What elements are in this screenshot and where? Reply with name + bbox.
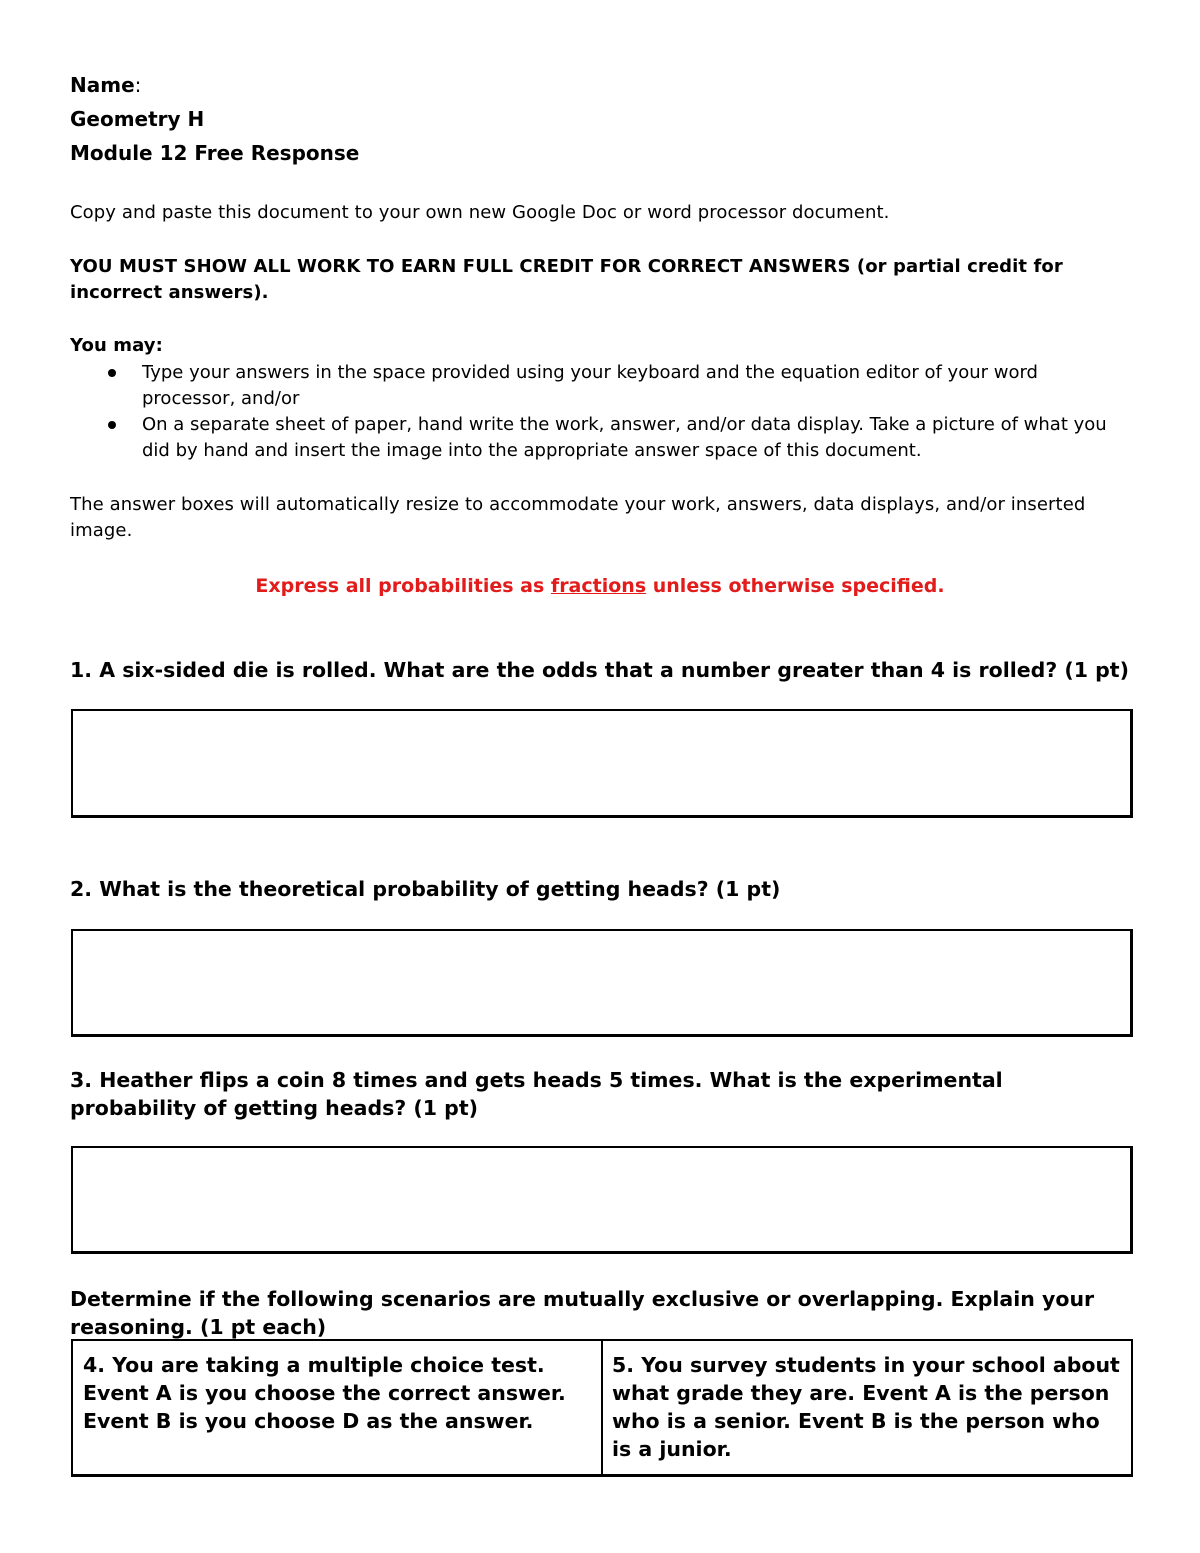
fractions-notice xyxy=(0,572,1200,600)
name-label: Name xyxy=(70,73,135,97)
question-1: 1. A six-sided die is rolled. What are the odds that a number greater than 4 is rolled? (1 pt) xyxy=(70,658,1129,682)
fractions-notice-start: Express all probabilities as xyxy=(255,575,551,597)
scenario-4-cell[interactable]: 4. You are taking a multiple choice test. Event A is you choose the correct answer. Event B is you choose D as the answer. xyxy=(73,1341,603,1474)
name-colon: : xyxy=(134,73,142,97)
show-work-warning: YOU MUST SHOW ALL WORK TO EARN FULL CREDIT FOR CORRECT ANSWERS (or partial credit for incorrect answers). xyxy=(70,256,1063,303)
question-3: 3. Heather flips a coin 8 times and gets heads 5 times. What is the experimental probability of getting heads? (1 pt) xyxy=(70,1068,1003,1120)
scenario-5-cell[interactable]: 5. You survey students in your school about what grade they are. Event A is the person who is a senior. Event B is the person who is a junior. xyxy=(612,1353,1120,1461)
copy-paste-instruction: Copy and paste this document to your own new Google Doc or word processor document. xyxy=(70,202,890,223)
fractions-notice-emphasis: fractions xyxy=(550,575,647,597)
answer-options-list xyxy=(70,360,1130,464)
scenarios-table xyxy=(71,1339,1133,1477)
name-line xyxy=(70,70,141,100)
course-title: Geometry H xyxy=(70,107,205,131)
bullet-icon xyxy=(108,369,116,377)
question-2: 2. What is the theoretical probability of getting heads? (1 pt) xyxy=(70,877,781,901)
resize-note: The answer boxes will automatically resize to accommodate your work, answers, data displays, and/or inserted image. xyxy=(70,494,1086,541)
you-may-label: You may: xyxy=(70,335,163,356)
fractions-notice-end: unless otherwise specified. xyxy=(646,575,945,597)
assignment-title: Module 12 Free Response xyxy=(70,141,360,165)
list-item xyxy=(70,412,1130,464)
list-item xyxy=(70,360,1130,412)
option-text: Type your answers in the space provided using your keyboard and the equation editor of your word processor, and/or xyxy=(142,362,1038,409)
bullet-icon xyxy=(108,421,116,429)
answer-box-3[interactable] xyxy=(71,1146,1133,1254)
answer-box-2[interactable] xyxy=(71,929,1133,1037)
option-text: On a separate sheet of paper, hand write the work, answer, and/or data display. Take a picture of what you did by hand and insert the image into the appropriate answer space of this document. xyxy=(142,414,1107,461)
scenarios-prompt: Determine if the following scenarios are mutually exclusive or overlapping. Explain your reasoning. (1 pt each) xyxy=(70,1287,1095,1339)
answer-box-1[interactable] xyxy=(71,709,1133,818)
